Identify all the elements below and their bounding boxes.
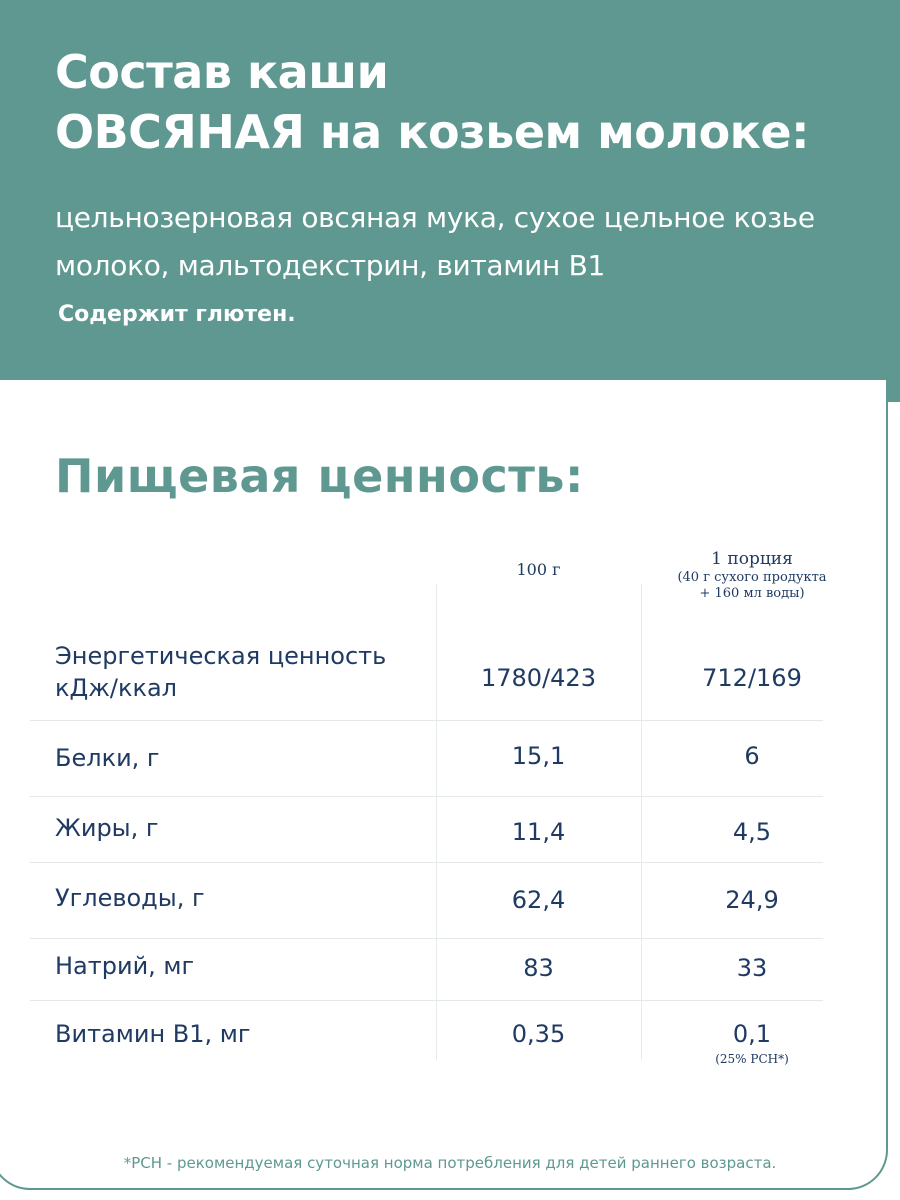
portion-detail-2: + 160 мл воды) <box>699 586 805 601</box>
row-sodium-100g: 83 <box>523 954 554 982</box>
title-line-2: ОВСЯНАЯ на козьем молоке: <box>55 105 809 159</box>
row-energy-portion: 712/169 <box>702 664 802 692</box>
row-carbs-label: Углеводы, г <box>55 884 205 912</box>
row-protein-100g: 15,1 <box>511 742 566 770</box>
composition-title <box>55 42 809 162</box>
row-vitamin-b1-label: Витамин В1, мг <box>55 1020 251 1048</box>
row-sodium-portion: 33 <box>736 954 768 982</box>
title-line-1: Состав каши <box>55 45 389 99</box>
rsn-footnote: *РСН - рекомендуемая суточная норма потребления для детей раннего возраста. <box>123 1154 777 1172</box>
row-carbs-100g: 62,4 <box>511 886 566 914</box>
row-energy-label <box>55 640 425 704</box>
column-header-100g: 100 г <box>516 560 561 579</box>
portion-detail-1: (40 г сухого продукта <box>677 570 827 585</box>
portion-label: 1 порция <box>711 549 793 569</box>
row-energy-100g: 1780/423 <box>481 664 596 692</box>
row-divider <box>30 796 823 797</box>
row-protein-label: Белки, г <box>55 744 160 772</box>
energy-label-line-1: Энергетическая ценность <box>55 642 387 670</box>
composition-header <box>0 0 900 402</box>
row-protein-portion: 6 <box>744 742 760 770</box>
ingredients-text: цельнозерновая овсяная мука, сухое цельное козье молоко, мальтодекстрин, витамин В1 <box>55 201 815 282</box>
column-header-portion <box>641 548 863 602</box>
row-fat-portion: 4,5 <box>732 818 772 846</box>
row-divider <box>30 720 823 721</box>
nutrition-title: Пищевая ценность: <box>55 449 584 503</box>
row-fat-100g: 11,4 <box>511 818 566 846</box>
row-fat-label: Жиры, г <box>55 814 159 842</box>
energy-label-line-2: кДж/ккал <box>55 674 177 702</box>
row-sodium-label: Натрий, мг <box>55 952 195 980</box>
row-vitamin-b1-portion: 0,1 <box>732 1020 772 1048</box>
row-divider <box>30 862 823 863</box>
row-divider <box>30 938 823 939</box>
row-vitamin-b1-100g: 0,35 <box>511 1020 566 1048</box>
row-divider <box>30 1000 823 1001</box>
row-carbs-portion: 24,9 <box>725 886 779 914</box>
gluten-warning: Содержит глютен. <box>58 302 296 327</box>
vitamin-b1-rsn-note: (25% РСН*) <box>715 1052 789 1066</box>
